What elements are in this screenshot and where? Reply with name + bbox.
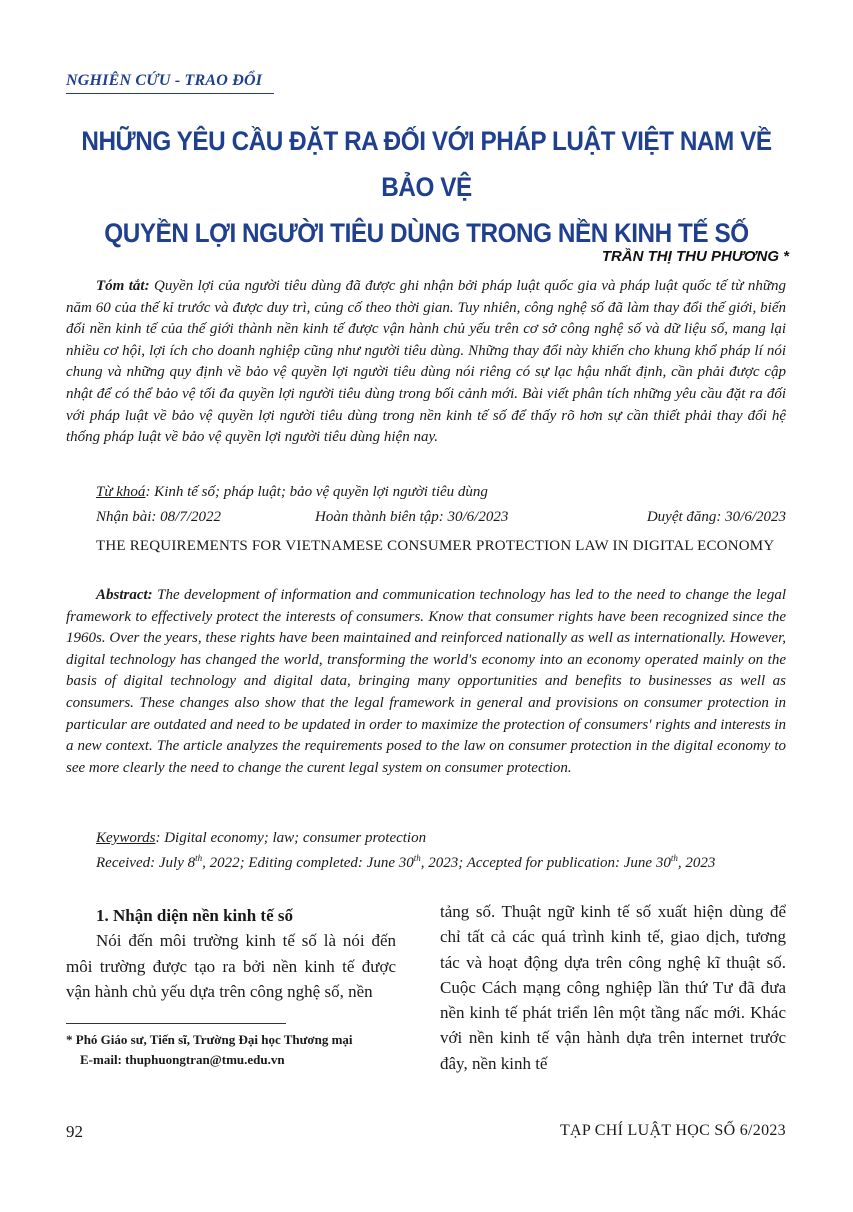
author: TRẦN THỊ THU PHƯƠNG * — [601, 248, 789, 265]
vn-abstract-label: Tóm tắt: — [96, 278, 150, 294]
body-paragraph-left: Nói đến môi trường kinh tế số là nói đến môi trường được tạo ra bởi nền kinh tế được vận hành chủ yếu dựa trên công nghệ số, nền — [66, 931, 396, 1001]
section-rule — [66, 93, 274, 94]
accepted-date: Duyệt đăng: 30/6/2023 — [646, 509, 786, 525]
en-dates — [66, 853, 786, 875]
en-abstract-text: The development of information and communication technology has led to the need to change the legal framework to effectively protect the interests of consumers. Know that consumer rights have been recognized since the 1960s. Over the years, these rights have been maintained and reinforced nationally as well as internationally. However, digital technology has changed the world, transforming the world's economy into an economy operated mainly on the basis of digital technology and digital data, bringing many opportunities and benefits to businesses as well as consumers. These changes also show that the legal framework in general and provisions on consumer protection in particular are outdated and need to be updated in order to maximize the protection of consumers' rights and interests in a new context. The article analyzes the requirements posed to the law on consumer protection in the digital economy to see more clearly the need to change the curent legal system on consumer protection. — [66, 587, 786, 776]
en-keywords — [66, 828, 786, 850]
received-date: Nhận bài: 08/7/2022 — [96, 509, 222, 525]
author-footnote — [66, 1030, 406, 1070]
footnote-rule — [66, 1023, 286, 1024]
body-column-right — [440, 899, 786, 1076]
title-line-2: QUYỀN LỢI NGƯỜI TIÊU DÙNG TRONG NỀN KINH TẾ SỐ — [104, 218, 749, 248]
vn-keywords-label: Từ khoá — [96, 484, 146, 500]
title-line-1: NHỮNG YÊU CẦU ĐẶT RA ĐỐI VỚI PHÁP LUẬT VIỆT NAM VỀ BẢO VỆ — [81, 126, 772, 202]
section-label: NGHIÊN CỨU - TRAO ĐỔI — [66, 72, 263, 89]
body-column-left — [66, 903, 396, 1004]
section-1-heading: 1. Nhận diện nền kinh tế số — [96, 906, 293, 925]
page-number: 92 — [66, 1122, 83, 1141]
en-accepted-sup: th — [670, 853, 678, 863]
article-title — [79, 118, 775, 256]
edited-date: Hoàn thành biên tập: 30/6/2023 — [315, 509, 509, 525]
en-abstract-label: Abstract: — [96, 587, 153, 603]
vn-keywords — [66, 482, 786, 504]
en-edited-sup: th — [413, 853, 421, 863]
en-received: Received: July 8 — [96, 855, 196, 871]
en-edited: , 2022; Editing completed: June 30 — [202, 855, 414, 871]
en-keywords-text: : Digital economy; law; consumer protection — [155, 830, 427, 846]
vn-abstract — [66, 276, 786, 449]
footnote-email: E-mail: thuphuongtran@tmu.edu.vn — [80, 1052, 285, 1067]
vn-keywords-text: : Kinh tế số; pháp luật; bảo vệ quyền lợi người tiêu dùng — [145, 484, 488, 500]
vn-abstract-text: Quyền lợi của người tiêu dùng đã được ghi nhận bởi pháp luật quốc gia và pháp luật quốc tế từ những năm 60 của thế kỉ trước và được duy trì, củng cố theo thời gian. Tuy nhiên, công nghệ số đã làm thay đổi thế giới, biến đổi nền kinh tế của thế giới thành nền kinh tế được vận hành chủ yếu trên cơ sở công nghệ số và dữ liệu số, mang lại nhiều cơ hội, lợi ích cho doanh nghiệp cũng như người tiêu dùng. Những thay đổi này khiến cho khung khổ pháp lí nói chung và những quy định về bảo vệ quyền lợi người tiêu dùng nói riêng có sự lạc hậu nhất định, cần phải được cập nhật để có thể bảo vệ tối đa quyền lợi người tiêu dùng trong bối cảnh mới. Bài viết phân tích những yêu cầu đặt ra đối với pháp luật về bảo vệ quyền lợi người tiêu dùng trong nền kinh tế số để thấy rõ hơn sự cần thiết phải thay đổi hệ thống pháp luật về bảo vệ quyền lợi người tiêu dùng hiện nay. — [66, 278, 787, 446]
en-accepted: , 2023; Accepted for publication: June 30 — [420, 855, 671, 871]
body-paragraph-right: tảng số. Thuật ngữ kinh tế số xuất hiện dùng để chỉ tất cả các quá trình kinh tế, giao dịch, tương tác và hoạt động dựa trên công nghệ kĩ thuật số. Cuộc Cách mạng công nghiệp lần thứ Tư đã đưa nền kinh tế phát triển lên một tầng nấc mới. Khác với nền kinh tế vận hành dựa trên internet trước đây, nền kinh tế — [440, 902, 786, 1073]
en-abstract — [66, 585, 786, 779]
footnote-affiliation: * Phó Giáo sư, Tiến sĩ, Trường Đại học Thương mại — [66, 1032, 353, 1047]
en-received-sup: th — [195, 853, 203, 863]
en-accepted-year: , 2023 — [677, 855, 716, 871]
english-title: THE REQUIREMENTS FOR VIETNAMESE CONSUMER PROTECTION LAW IN DIGITAL ECONOMY — [96, 538, 775, 554]
journal-footer: TẠP CHÍ LUẬT HỌC SỐ 6/2023 — [559, 1122, 786, 1139]
en-keywords-label: Keywords — [96, 830, 156, 846]
